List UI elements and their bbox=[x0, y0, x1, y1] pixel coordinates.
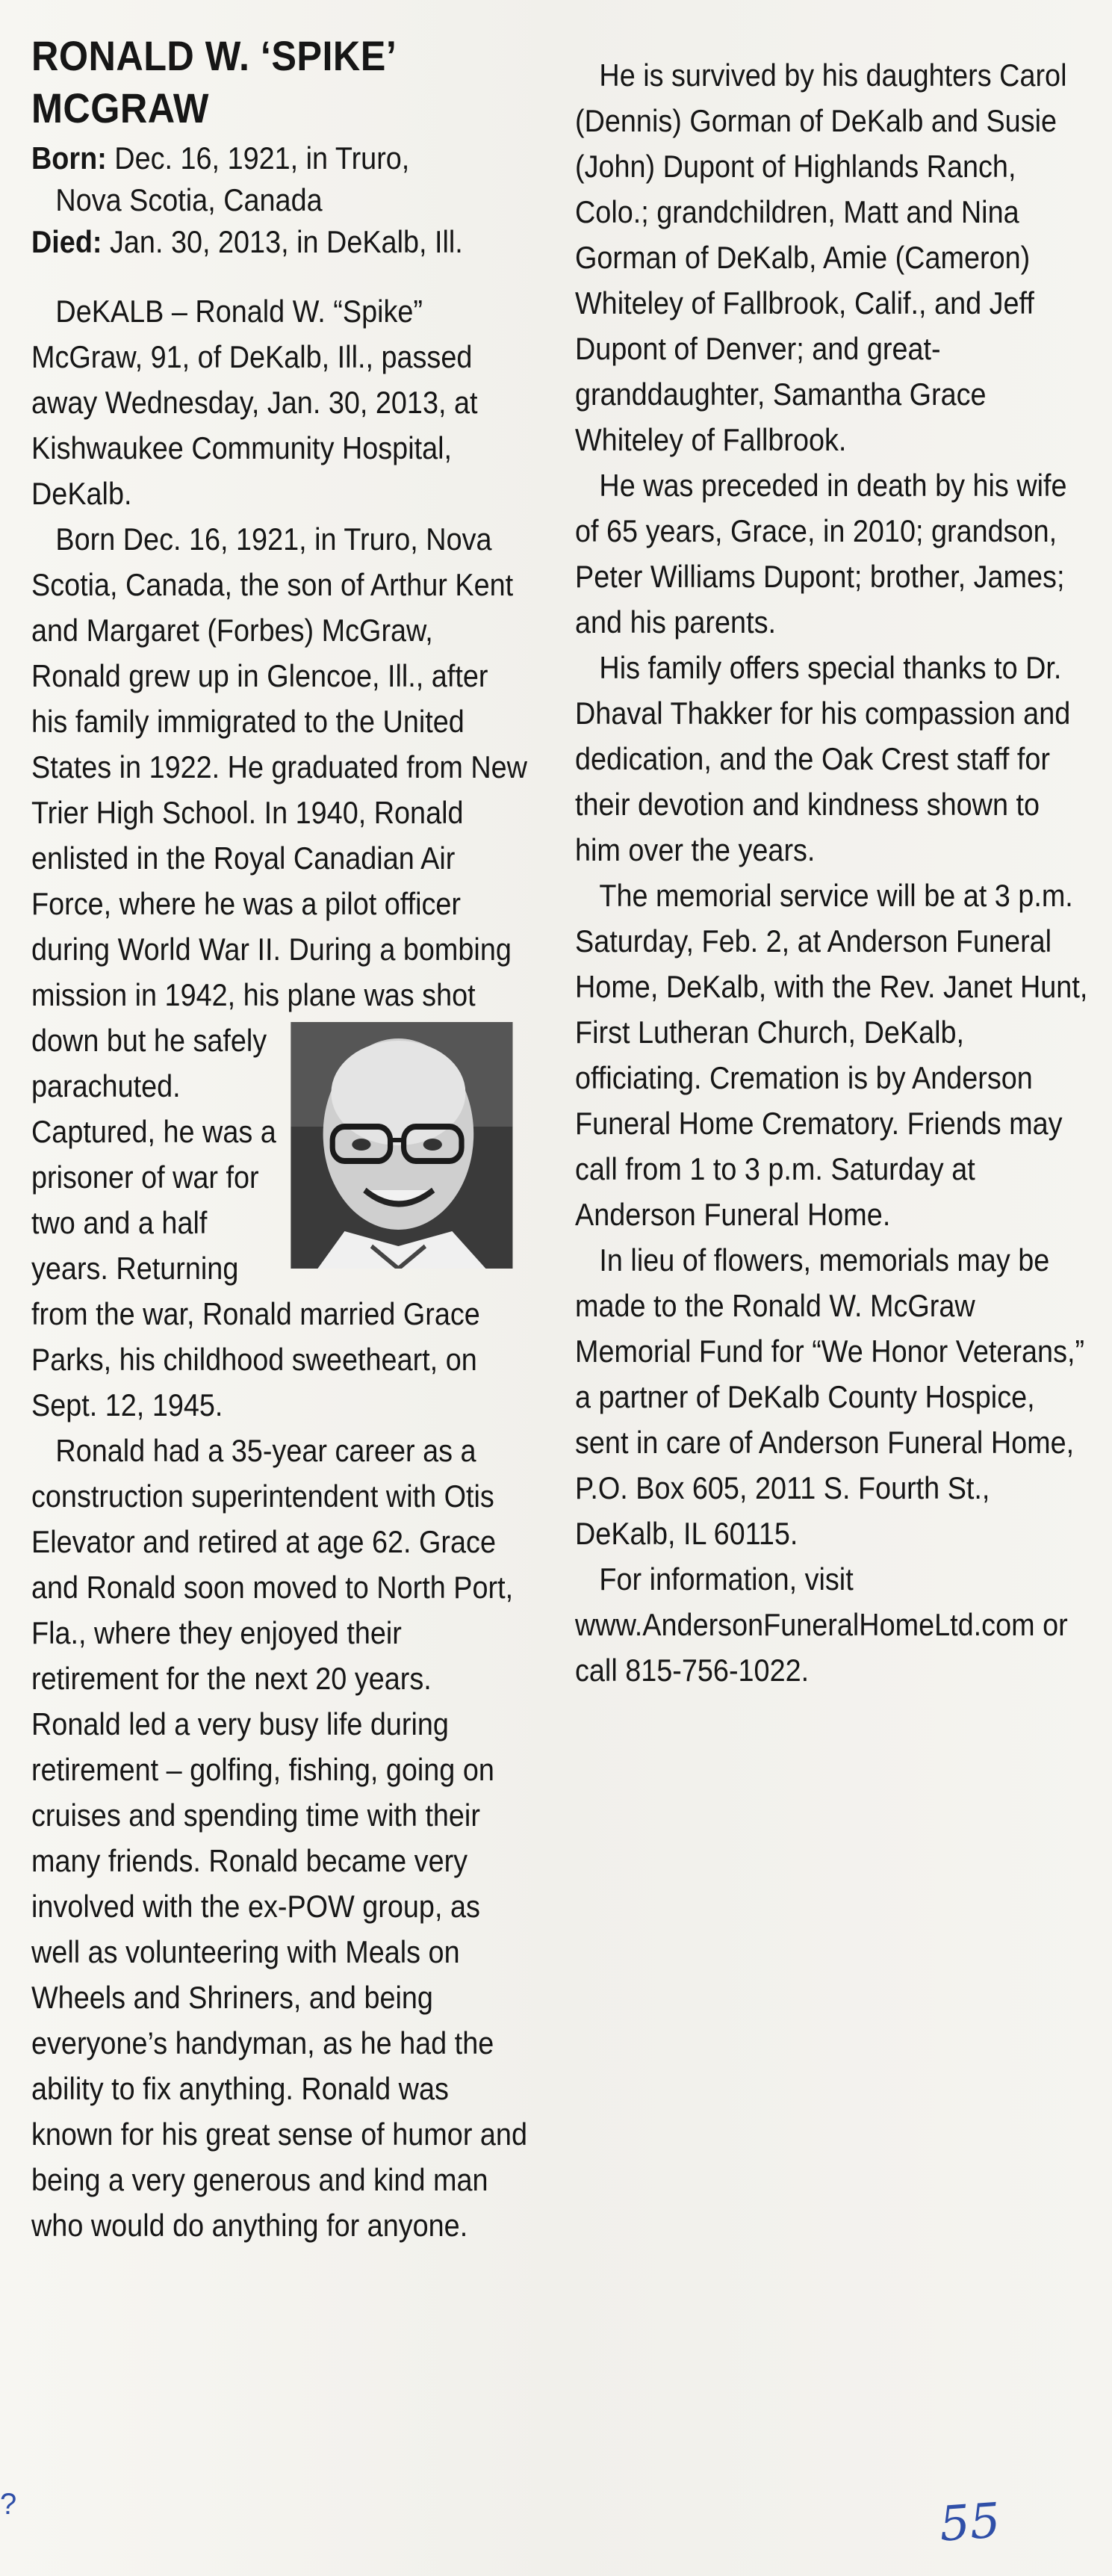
edge-mark: ? bbox=[0, 2488, 17, 2521]
paragraph-thanks: His family offers special thanks to Dr. Dhaval Thakker for his compassion and dedication, and the Oak Crest staff for their devotion and kindness shown to him over the years. bbox=[575, 650, 1071, 867]
left-body-text bbox=[31, 288, 527, 2248]
paragraph-service: The memorial service will be at 3 p.m. Saturday, Feb. 2, at Anderson Funeral Home, DeKalb, with the Rev. Janet Hunt, First Lutheran Church, DeKalb, officiating. Cremation is by Anderson Funeral Home Crematory. Friends may call from 1 to 3 p.m. Saturday at Anderson Funeral Home. bbox=[575, 878, 1088, 1232]
paragraph-survivors: He is survived by his daughters Carol (Dennis) Gorman of DeKalb and Susie (John) Dupont of Highlands Ranch, Colo.; grandchildren, Matt and Nina Gorman of DeKalb, Amie (Cameron) Whiteley of Fallbrook, Calif., and Jeff Dupont of Denver; and great-granddaughter, Samantha Grace Whiteley of Fallbrook. bbox=[575, 58, 1067, 457]
paragraph-career: Ronald had a 35-year career as a construction superintendent with Otis Elevator and retired at age 62. Grace and Ronald soon moved to North Port, Fla., where they enjoyed their retirement for the next 20 years. Ronald led a very busy life during retirement – golfing, fishing, going on cruises and spending time with their many friends. Ronald became very involved with the ex-POW group, as well as volunteering with Meals on Wheels and Shriners, and being everyone’s handyman, as he had the ability to fix anything. Ronald was known for his great sense of humor and being a very generous and kind man who would do anything for anyone. bbox=[31, 1433, 527, 2243]
born-value-2: Nova Scotia, Canada bbox=[55, 182, 323, 217]
right-body-text bbox=[575, 52, 1088, 1693]
died-value: Jan. 30, 2013, in DeKalb, Ill. bbox=[110, 224, 463, 259]
portrait-image bbox=[291, 1022, 512, 1269]
handwritten-page-number: 55 bbox=[937, 2493, 1002, 2553]
obituary-headline bbox=[31, 30, 529, 134]
headline-line-1: RONALD W. ‘SPIKE’ bbox=[31, 32, 397, 79]
paragraph-early-life-part-2: but he safely parachuted. Captured, he was a prisoner of war for two and a half years. Returning from the war, Ronald married Grace Parks, his childhood sweetheart, on Sept. 12, 1945. bbox=[31, 1023, 480, 1422]
died-label: Died: bbox=[31, 224, 102, 259]
paragraph-announcement: DeKALB – Ronald W. “Spike” McGraw, 91, of DeKalb, Ill., passed away Wednesday, Jan. 30, 2013, at Kishwaukee Community Hospital, DeKalb. bbox=[31, 294, 478, 511]
born-line-2 bbox=[31, 179, 502, 221]
right-column bbox=[575, 52, 1090, 1693]
portrait-photo bbox=[291, 1022, 512, 1269]
paragraph-preceded: He was preceded in death by his wife of 65 years, Grace, in 2010; grandson, Peter Williams Dupont; brother, James; and his parents. bbox=[575, 468, 1067, 640]
paragraph-information: For information, visit www.AndersonFuneralHomeLtd.com or call 815-756-1022. bbox=[575, 1561, 1068, 1688]
born-line bbox=[31, 137, 502, 179]
vital-dates bbox=[31, 137, 554, 263]
born-value-1: Dec. 16, 1921, in Truro, bbox=[114, 140, 410, 176]
paragraph-early-life-part-1: Born Dec. 16, 1921, in Truro, Nova Scotia, Canada, the son of Arthur Kent and Margaret (Forbes) McGraw, Ronald grew up in Glencoe, Ill., after his family immigrated to the United States in 1922. He graduated from New Trier High School. In 1940, Ronald enlisted in the Royal Canadian Air Force, where he was a pilot officer during World War II. During a bombing mission in 1942, his plane was shot down bbox=[31, 521, 527, 1058]
left-column bbox=[31, 30, 554, 2248]
paragraph-memorials: In lieu of flowers, memorials may be made to the Ronald W. McGraw Memorial Fund for “We Honor Veterans,” a partner of DeKalb County Hospice, sent in care of Anderson Funeral Home, P.O. Box 605, 2011 S. Fourth St., DeKalb, IL 60115. bbox=[575, 1242, 1085, 1551]
born-label: Born: bbox=[31, 140, 107, 176]
headline-line-2: MCGRAW bbox=[31, 84, 209, 131]
paragraph-early-life bbox=[31, 516, 529, 1428]
died-line bbox=[31, 221, 502, 263]
